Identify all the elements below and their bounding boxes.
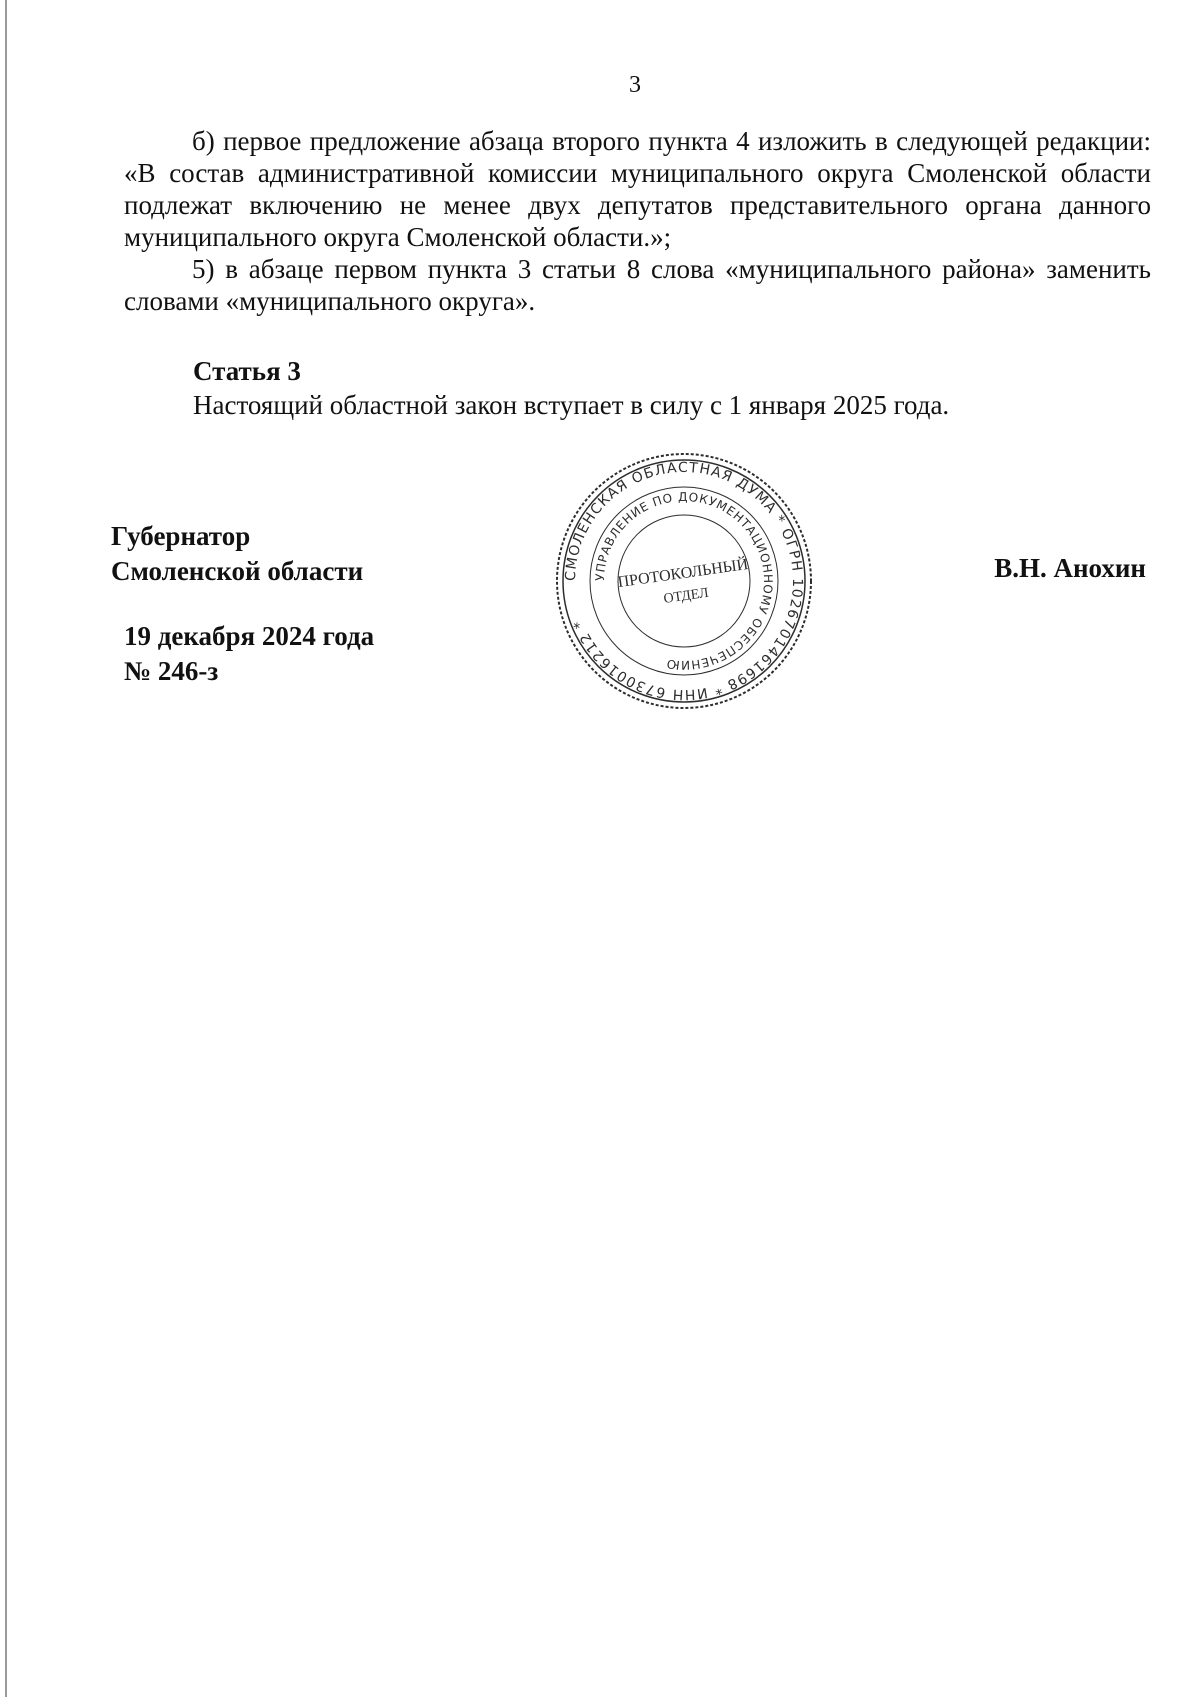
article-text: Настоящий областной закон вступает в силу с 1 января 2025 года. [193,390,950,420]
law-number: № 246-з [124,656,219,686]
signer-position-line1: Губернатор [111,521,251,551]
paragraph-amendment-b: б) первое предложение абзаца второго пункта 4 изложить в следующей редакции: «В состав административной комиссии муниципального округа Смоленской области подлежат включению не менее двух депутатов представительного органа данного муниципального округа Смоленской области.»; [124,126,1151,252]
stamp-outer-ring-text: СМОЛЕНСКАЯ ОБЛАСТНАЯ ДУМА * ОГРН 1026701461698 * ИНН 6730016212 * [562,459,806,703]
stamp-center-line2: ОТДЕЛ [662,585,710,607]
law-metadata [124,619,374,689]
official-stamp [553,450,815,712]
body-text [124,125,1151,317]
stamp-inner-ring-text: УПРАВЛЕНИЕ ПО ДОКУМЕНТАЦИОННОМУ ОБЕСПЕЧЕНИЮ [592,489,776,673]
stamp-center-line1: ПРОТОКОЛЬНЫЙ [616,556,750,592]
signer-position [111,519,363,589]
paragraph-amendment-5: 5) в абзаце первом пункта 3 статьи 8 слова «муниципального района» заменить словами «муниципального округа». [124,254,1151,316]
signer-position-line2: Смоленской области [111,556,364,586]
law-date: 19 декабря 2024 года [124,621,375,651]
article-3 [193,354,949,422]
scan-edge-line [5,0,7,1697]
signer-name: В.Н. Анохин [994,553,1146,583]
page-number: 3 [629,72,641,98]
article-title: Статья 3 [193,356,301,386]
